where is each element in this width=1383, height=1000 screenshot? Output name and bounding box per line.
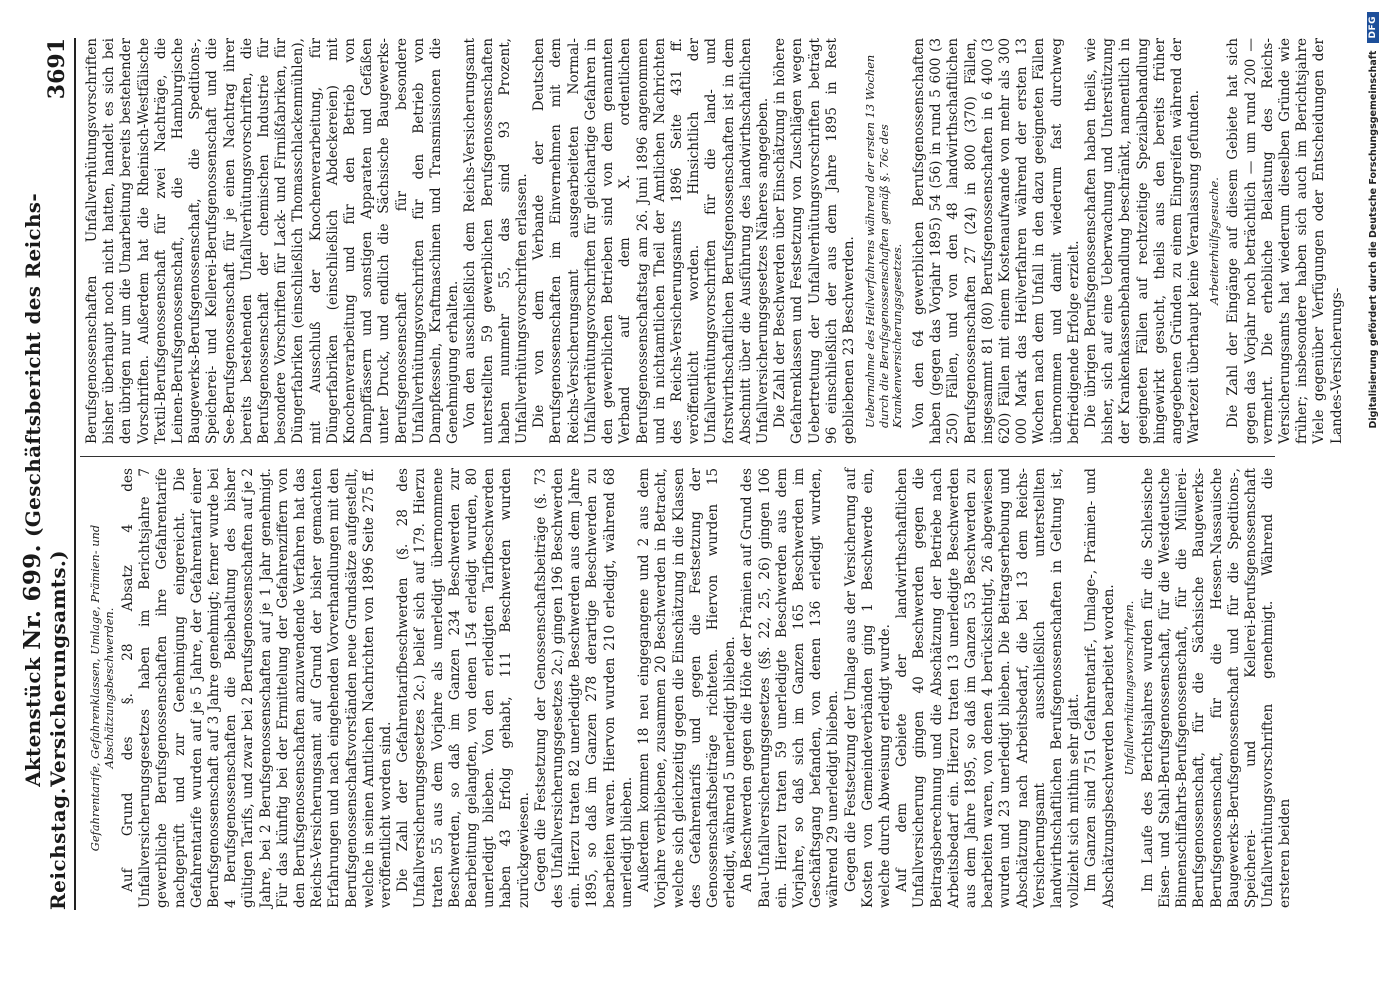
- header-report-title: (Geschäftsbericht des Reichs-Versicherungsamts.): [21, 193, 70, 787]
- paragraph: Berufsgenossenschaften Unfallverhütungsvorschriften bisher überhaupt noch nicht hatten, handelt es sich bei den übrigen nur um die Umarbeitung bereits bestehender Vorschriften. Außerdem hat die Rheinisch-Westfälische Textil-Berufsgenossenschaft für zwei Nachträge, die Leinen-Berufsgenossenschaft, die Hamburgische Baugewerks-Berufsgenossenschaft, die Speditions-, Speicherei- und Kellerei-Berufsgenossenschaft und die See-Berufsgenossenschaft für je einen Nachtrag ihrer bereits bestehenden Unfallverhütungsvorschriften, die Berufsgenossenschaft der chemischen Industrie für besondere Vorschriften für Lack- und Firnißfabriken, für Düngerfabriken (einschließlich Thomasschlackenmühlen), mit Ausschluß der Knochenverarbeitung, für Düngerfabriken (einschließlich Abdeckereien) mit Knochenverarbeitung und für den Betrieb von Dampffässern und sonstigen Apparaten und Gefäßen unter Druck, und endlich die Sächsische Baugewerks-Berufsgenossenschaft für besondere Unfallverhütungsvorschriften für den Betrieb von Dampfkesseln, Kraftmaschinen und Transmissionen die Genehmigung erhalten.: [84, 38, 462, 444]
- paragraph: An Beschwerden gegen die Höhe der Prämien auf Grund des Bau-Unfallversicherungsgesetzes (§§. 22, 25, 26) gingen 106 ein. Hierzu traten 59 unerledigte Beschwerden aus dem Vorjahre, so daß sich im Ganzen 165 Beschwerden im Geschäftsgang befanden, von denen 136 erledigt wurden, während 29 unerledigt blieben.: [739, 468, 842, 908]
- paragraph: Von den 64 gewerblichen Berufsgenossenschaften haben (gegen das Vorjahr 1895) 54 (56) in rund 5 600 (3 250) Fällen, und von den 48 landwirthschaftlichen Berufsgenossenschaften 27 (24) in 800 (370) Fällen, insgesammt 81 (80) Berufsgenossenschaften in 6 400 (3 620) Fällen mit einem Kostenaufwande von mehr als 300 000 Mark das Heilverfahren während der ersten 13 Wochen nach dem Unfall in den dazu geeigneten Fällen übernommen und damit wiederum fast durchweg befriedigende Erfolge erzielt.: [910, 38, 1082, 444]
- header-rule: [74, 38, 76, 910]
- page-number: 3691: [44, 38, 70, 100]
- digitization-credit: [1366, 0, 1380, 1000]
- dfg-logo: DFG: [1367, 12, 1379, 43]
- left-column: [84, 468, 1294, 908]
- section-heading: Gefahrentarife, Gefahrenklassen, Umlage, Prämien- und Abschätzungsbeschwerden.: [88, 524, 116, 852]
- paragraph: Die Zahl der Gefahrentarifbeschwerden (§. 28 des Unfallversicherungsgesetzes 2c.) belief sich auf 179. Hierzu traten 55 aus dem Vorjahre als unerledigt übernommene Beschwerden, so daß im Ganzen 234 Beschwerden zur Bearbeitung gelangten, von denen 154 erledigt wurden, 80 unerledigt blieben. Von den erledigten Tarifbeschwerden haben 43 Erfolg gehabt, 111 Beschwerden wurden zurückgewiesen.: [395, 468, 532, 908]
- credit-text: Digitalisierung gefördert durch die Deutsche Forschungsgemeinschaft: [1367, 50, 1379, 429]
- paragraph: Von den ausschließlich dem Reichs-Versicherungsamt unterstellten 59 gewerblichen Berufsgenossenschaften haben nunmehr 55, das sind 93 Prozent, Unfallverhütungsvorschriften erlassen.: [462, 38, 531, 444]
- page-header: [19, 38, 70, 910]
- column-separator: [80, 456, 1275, 457]
- paragraph: Die von dem Verbande der Deutschen Berufsgenossenschaften im Einvernehmen mit dem Reichs-Versicherungsamt ausgearbeiteten Normal-Unfallverhütungsvorschriften für gleichartige Gefahren in den gewerblichen Betrieben sind von dem genannten Verband auf dem X. ordentlichen Berufsgenossenschaftstag am 26. Juni 1896 angenommen und in nichtamtlichen Theil der Amtlichen Nachrichten des Reichs-Versicherungsamts 1896 Seite 431 ff. veröffentlicht worden. Hinsichtlich der Unfallverhütungsvorschriften für die land- und forstwirthschaftlichen Berufsgenossenschaften ist in dem Abschnitt über die Ausführung des landwirthschaftlichen Unfallversicherungsgesetzes Näheres angegeben.: [531, 38, 771, 444]
- paragraph: Die Zahl der Beschwerden über Einschätzung in höhere Gefahrenklassen und Festsetzung von Zuschlägen wegen Uebertretung der Unfallverhütungsvorschriften beträgt 96 einschließlich der aus dem Jahre 1895 in Rest gebliebenen 23 Beschwerden.: [772, 38, 857, 444]
- header-title: [19, 99, 70, 787]
- paragraph: Außerdem kommen 18 neu eingegangene und 2 aus dem Vorjahre verbliebene, zusammen 20 Beschwerden in Betracht, welche sich gleichzeitig gegen die Einschätzung in die Klassen des Gefahrentarifs und gegen die Festsetzung der Genossenschaftsbeiträge richteten. Hiervon wurden 15 erledigt, während 5 unerledigt blieben.: [636, 468, 739, 908]
- paragraph: Im Ganzen sind 751 Gefahrentarif-, Umlage-, Prämien- und Abschätzungsbeschwerden bearbeitet worden.: [1083, 468, 1117, 908]
- paragraph: Gegen die Festsetzung der Genossenschaftsbeiträge (§. 73 des Unfallversicherungsgesetzes 2c.) gingen 196 Beschwerden ein. Hierzu traten 82 unerledigte Beschwerden aus dem Jahre 1895, so daß im Ganzen 278 derartige Beschwerden zu bearbeiten waren. Hiervon wurden 210 erledigt, während 68 unerledigt blieben.: [532, 468, 635, 908]
- paragraph: Auf Grund des §. 28 Absatz 4 des Unfallversicherungsgesetzes haben im Berichtsjahre 7 gewerbliche Berufsgenossenschaften ihre Gefahrentarife nachgeprüft und zur Genehmigung eingereicht. Die Gefahrentarife wurden auf je 5 Jahre, der Gefahrentarif einer Berufsgenossenschaft auf 3 Jahre genehmigt; ferner wurde bei 4 Berufsgenossenschaften die Beibehaltung des bisher gültigen Tarifs, und zwar bei 2 Berufsgenossenschaften auf je 2 Jahre, bei 2 Berufsgenossenschaften auf je 1 Jahr genehmigt. Für das künftig bei der Ermittelung der Gefahrenziffern von den Berufsgenossenschaften anzuwendende Verfahren hat das Reichs-Versicherungsamt auf Grund der bisher gemachten Erfahrungen und nach eingehenden Vorverhandlungen mit den Berufsgenossenschaftsvorständen neue Grundsätze aufgestellt, welche in seinen Amtlichen Nachrichten von 1896 Seite 275 ff. veröffentlicht worden sind.: [120, 468, 395, 908]
- right-column: [84, 38, 1345, 444]
- paragraph: Die Zahl der Eingänge auf diesem Gebiete hat sich gegen das Vorjahr noch beträchtlich — um rund 200 — vermehrt. Die erhebliche Belastung des Reichs-Versicherungsamts hat wiederum dieselben Gründe wie früher; insbesondere haben sich auch im Berichtsjahre Viele gegenüber Verfügungen oder Entscheidungen der Landes-Versicherungs-: [1225, 38, 1345, 444]
- paragraph: Auf dem Gebiete der landwirthschaftlichen Unfallversicherung gingen 40 Beschwerden gegen die Beitragsberechnung und die Abschätzung der Betriebe nach Arbeitsbedarf ein. Hierzu traten 13 unerledigte Beschwerden aus dem Jahre 1895, so daß im Ganzen 53 Beschwerden zu bearbeiten waren, von denen 4 berücksichtigt, 26 abgewiesen wurden und 23 unerledigt blieben. Die Beitragserhebung und Abschätzung nach Arbeitsbedarf, die bei 13 dem Reichs-Versicherungsamt ausschließlich unterstellten landwirthschaftlichen Berufsgenossenschaften in Geltung ist, vollzieht sich mithin sehr glatt.: [894, 468, 1083, 908]
- paragraph: Im Laufe des Berichtsjahres wurden für die Schlesische Eisen- und Stahl-Berufsgenossenschaft, für die Westdeutsche Binnenschiffahrts-Berufsgenossenschaft, für die Müllerei-Berufsgenossenschaft, für die Sächsische Baugewerks-Berufsgenossenschaft, für die Hessen-Nassauische Baugewerks-Berufsgenossenschaft und für die Speditions-, Speicherei- und Kellerei-Berufsgenossenschaft Unfallverhütungsvorschriften genehmigt. Während die ersteren beiden: [1139, 468, 1294, 908]
- paragraph: Die übrigen Berufsgenossenschaften haben theils, wie bisher, sich auf eine Ueberwachung und Unterstützung der Krankenkassenbehandlung beschränkt, namentlich in geeigneten Fällen auf rechtzeitige Spezialbehandlung hingewirkt gesucht, theils aus den bereits früher angegebenen Gründen zu einem Eingreifen während der Wartezeit überhaupt keine Veranlassung gefunden.: [1082, 38, 1203, 444]
- header-number: Nr. 699.: [19, 544, 46, 650]
- section-heading: Unfallverhütungsvorschriften.: [1121, 600, 1136, 776]
- header-prefix: Aktenstück: [21, 656, 45, 787]
- section-heading: Arbeiterhülfsgesuche.: [1207, 177, 1222, 305]
- header-reichstag: Reichstag.: [46, 786, 70, 910]
- side-note: Uebernahme des Heilverfahrens während der ersten 13 Wochen durch die Berufsgenossenschaften gemäß §. 76c des Krankenversicherungsgesetzes.: [863, 54, 905, 428]
- paragraph: Gegen die Festsetzung der Umlage aus der Versicherung auf Kosten von Gemeindeverbänden ging 1 Beschwerde ein, welche durch Abweisung erledigt wurde.: [842, 468, 893, 908]
